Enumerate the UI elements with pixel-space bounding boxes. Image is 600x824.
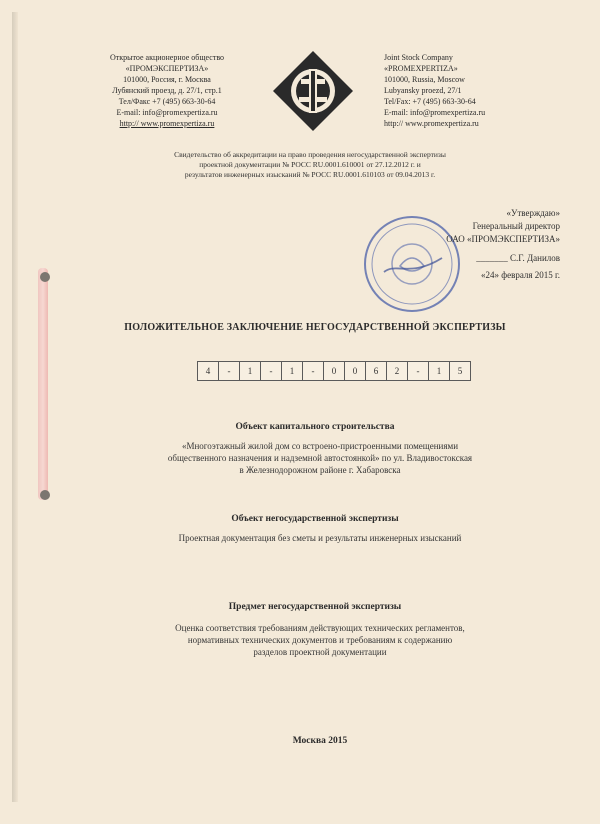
number-cell: 1 [429,362,450,380]
header-left-line: 101000, Россия, г. Москва [123,75,211,84]
binding-tape [38,268,48,500]
object-section-title: Объект капитального строительства [235,422,395,432]
header-right-line: E-mail: info@promexpertiza.ru [384,108,486,117]
number-cell: 4 [198,362,219,380]
object-text-line: в Железнодорожном районе г. Хабаровска [239,465,401,475]
number-cell: 0 [324,362,345,380]
number-cell: 1 [282,362,303,380]
header-left-line: Тел/Факс +7 (495) 663-30-64 [118,97,216,106]
header-left-address [86,52,248,129]
approval-line: «Утверждаю» [506,208,560,218]
header-left-line: Открытое акционерное общество [109,53,225,62]
header-right-address [384,52,554,129]
number-cell: - [303,362,324,380]
punch-hole-top [40,272,50,282]
number-cell: 5 [457,366,463,376]
subject-text-line: нормативных технических документов и требованиям к содержанию [187,635,453,645]
header-right-line: Tel/Fax: +7 (495) 663-30-64 [384,97,476,106]
conclusion-number-box [197,361,471,381]
object-text-line: общественного назначения и надземной автостоянкой» по ул. Владивостокская [167,453,473,463]
approval-signature-line: _______ С.Г. Данилов [476,253,560,263]
punch-hole-bottom [40,490,50,500]
expertise-object-text [120,532,520,544]
header-right-line: 101000, Russia, Moscow [384,75,465,84]
object-text-line: «Многоэтажный жилой дом со встроено-пристроенными помещениями [181,441,459,451]
expertise-object-title: Объект негосударственной экспертизы [231,514,399,524]
expertise-subject-text [120,622,520,658]
header-left-line: «ПРОМЭКСПЕРТИЗА» [125,64,209,73]
header-right-line: «PROMEXPERTIZA» [384,64,458,73]
header-right-line: Lubyansky proezd, 27/1 [384,86,462,95]
number-cell: - [219,362,240,380]
object-section-text [120,440,520,476]
city-year: Москва 2015 [292,736,348,746]
document-title: ПОЛОЖИТЕЛЬНОЕ ЗАКЛЮЧЕНИЕ НЕГОСУДАРСТВЕННОЙ ЭКСПЕРТИЗЫ [124,322,506,333]
number-cell: 1 [240,362,261,380]
certificate-line: Свидетельство об аккредитации на право проведения негосударственной экспертизы [174,150,446,159]
approval-line: Генеральный директор [472,221,560,231]
header-left-line: Лубянский проезд, д. 27/1, стр.1 [112,86,222,95]
number-cell: 2 [387,362,408,380]
header-left-line: E-mail: info@promexpertiza.ru [116,108,218,117]
number-cell: 6 [366,362,387,380]
accreditation-certificates [110,150,510,180]
certificate-line: проектной документации № РОСС RU.0001.610001 от 27.12.2012 г. и [199,160,421,169]
header-right-line: Joint Stock Company [384,53,453,62]
subject-text-line: разделов проектной документации [253,647,387,657]
number-cell: 0 [345,362,366,380]
page-binding-edge [12,12,18,802]
header-left-line: http:// www.promexpertiza.ru [119,119,215,128]
approval-block [380,207,560,282]
number-cell: - [408,362,429,380]
subject-text-line: Оценка соответствия требованиям действующих технических регламентов, [175,623,465,633]
expertise-subject-title: Предмет негосударственной экспертизы [228,602,402,612]
header-right-line: http:// www.promexpertiza.ru [384,119,479,128]
approval-date: «24» февраля 2015 г. [481,270,560,280]
expertise-object-line: Проектная документация без сметы и результаты инженерных изысканий [178,533,462,543]
certificate-line: результатов инженерных изысканий № РОСС RU.0001.610103 от 09.04.2013 г. [184,170,436,179]
approval-line: ОАО «ПРОМЭКСПЕРТИЗА» [446,234,560,244]
company-emblem-icon [271,49,355,133]
number-cell: - [261,362,282,380]
